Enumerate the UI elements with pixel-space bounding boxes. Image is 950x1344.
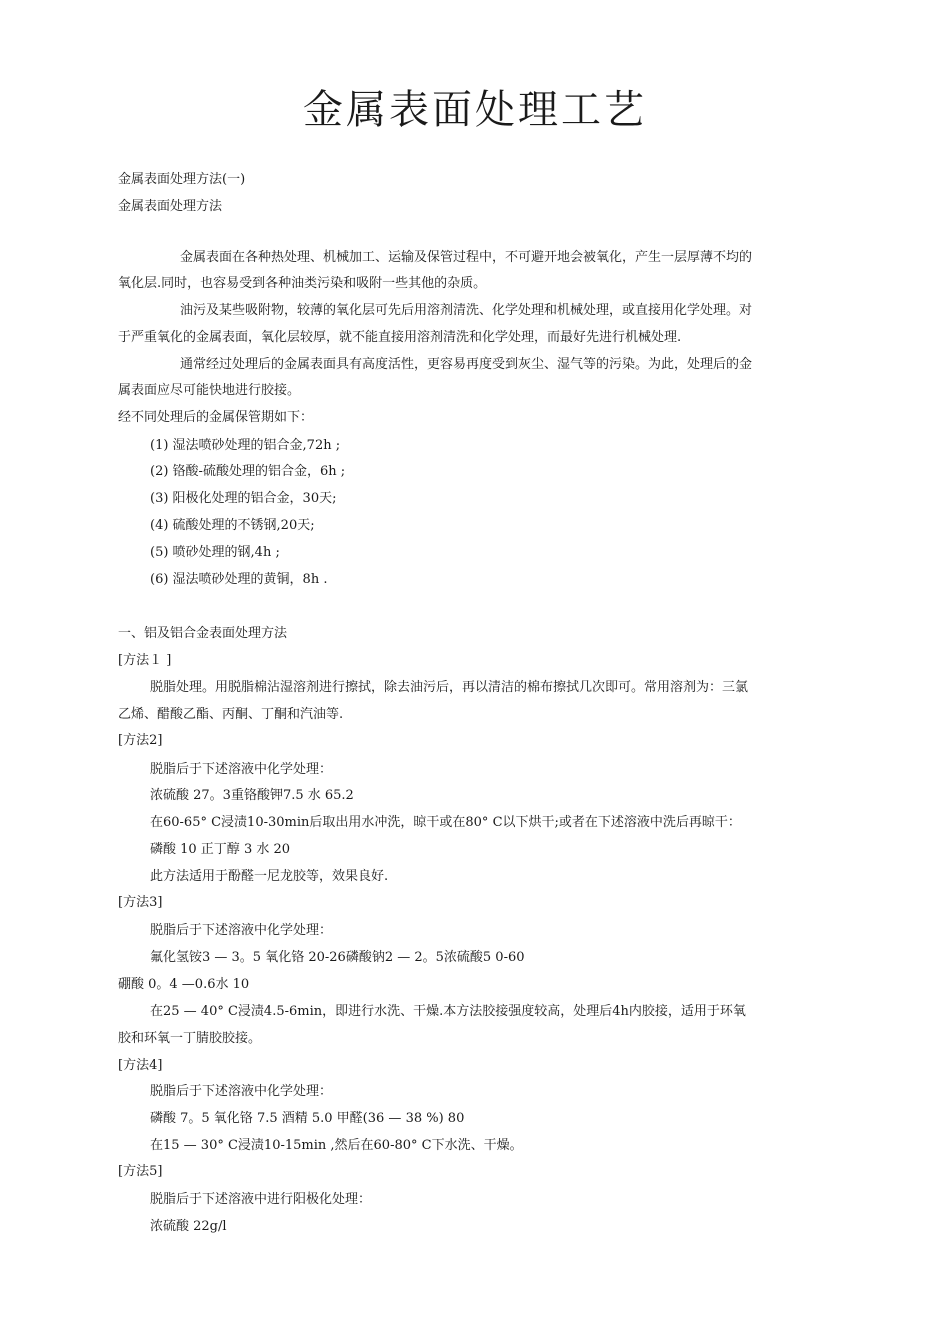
document-title: 金属表面处理工艺 bbox=[303, 87, 647, 133]
intro-paragraph-2-line-2: 于严重氧化的金属表面，氧化层较厚，就不能直接用溶剂清洗和化学处理，而最好先进行机械处理. bbox=[118, 330, 682, 345]
section-heading: 一、铝及铝合金表面处理方法 bbox=[118, 626, 288, 641]
method-1-line-1: 脱脂处理。用脱脂棉沾湿溶剂进行擦拭，除去油污后，再以清洁的棉布擦拭几次即可。常用溶剂为：三氯 bbox=[150, 680, 749, 695]
method-4-line-2: 磷酸 7。5 氧化铬 7.5 酒精 5.0 甲醛(36 — 38 %) 80 bbox=[150, 1111, 465, 1126]
method-2-line-1: 脱脂后于下述溶液中化学处理： bbox=[150, 762, 333, 777]
method-3-line-4: 在25 — 40° C浸渍4.5-6min，即进行水洗、干燥.本方法胶接强度较高，处理后4h内胶接，适用于环氧 bbox=[150, 1004, 746, 1019]
intro-paragraph-3-line-1: 通常经过处理后的金属表面具有高度活性，更容易再度受到灰尘、湿气等的污染。为此，处理后的金 bbox=[180, 357, 753, 372]
method-3-line-1: 脱脂后于下述溶液中化学处理： bbox=[150, 923, 333, 938]
intro-paragraph-2-line-1: 油污及某些吸附物，较薄的氧化层可先后用溶剂清洗、化学处理和机械处理，或直接用化学处理。对 bbox=[180, 303, 753, 318]
method-3-line-2: 氟化氢铵3 — 3。5 氧化铬 20-26磷酸钠2 — 2。5浓硫酸5 0-60 bbox=[150, 950, 525, 965]
method-5-line-1: 脱脂后于下述溶液中进行阳极化处理： bbox=[150, 1192, 372, 1207]
method-4-line-1: 脱脂后于下述溶液中化学处理： bbox=[150, 1084, 333, 1099]
method-3-label: [方法3] bbox=[118, 895, 163, 910]
method-2-line-3: 在60-65° C浸渍10-30min后取出用水冲洗，晾干或在80° C以下烘干;或者在下述溶液中洗后再晾干： bbox=[150, 815, 741, 830]
intro-paragraph-3-line-2: 属表面应尽可能快地进行胶接。 bbox=[118, 383, 301, 398]
list-item: (1) 湿法喷砂处理的铝合金,72h ; bbox=[150, 438, 341, 453]
storage-heading: 经不同处理后的金属保管期如下： bbox=[118, 410, 314, 425]
intro-paragraph-1-line-1: 金属表面在各种热处理、机械加工、运输及保管过程中，不可避开地会被氧化，产生一层厚薄不均的 bbox=[180, 250, 753, 265]
method-3-line-5: 胶和环氧一丁腈胶胶接。 bbox=[118, 1031, 262, 1046]
method-4-label: [方法4] bbox=[118, 1058, 163, 1073]
method-4-line-3: 在15 — 30° C浸渍10-15min ,然后在60-80° C下水洗、干燥。 bbox=[150, 1138, 523, 1153]
method-1-label: [方法１ ] bbox=[118, 653, 172, 668]
method-2-label: [方法2] bbox=[118, 733, 163, 748]
intro-paragraph-1-line-2: 氧化层.同时，也容易受到各种油类污染和吸附一些其他的杂质。 bbox=[118, 276, 487, 291]
list-item: (4) 硫酸处理的不锈钢,20天; bbox=[150, 518, 315, 533]
method-5-label: [方法5] bbox=[118, 1164, 163, 1179]
list-item: (2) 铬酸-硫酸处理的铝合金，6h ; bbox=[150, 464, 346, 479]
subtitle-1: 金属表面处理方法(一) bbox=[118, 172, 246, 187]
list-item: (5) 喷砂处理的钢,4h ; bbox=[150, 545, 280, 560]
list-item: (6) 湿法喷砂处理的黄铜，8h . bbox=[150, 572, 328, 587]
method-3-line-3: 硼酸 0。4 —0.6水 10 bbox=[118, 977, 250, 992]
method-2-line-2: 浓硫酸 27。3重铬酸钾7.5 水 65.2 bbox=[150, 788, 354, 803]
subtitle-2: 金属表面处理方法 bbox=[118, 199, 223, 214]
method-2-line-5: 此方法适用于酚醛一尼龙胶等，效果良好. bbox=[150, 869, 389, 884]
list-item: (3) 阳极化处理的铝合金，30天; bbox=[150, 491, 337, 506]
method-1-line-2: 乙烯、醋酸乙酯、丙酮、丁酮和汽油等. bbox=[118, 707, 344, 722]
method-5-line-2: 浓硫酸 22g/l bbox=[150, 1219, 227, 1234]
method-2-line-4: 磷酸 10 正丁醇 3 水 20 bbox=[150, 842, 291, 857]
